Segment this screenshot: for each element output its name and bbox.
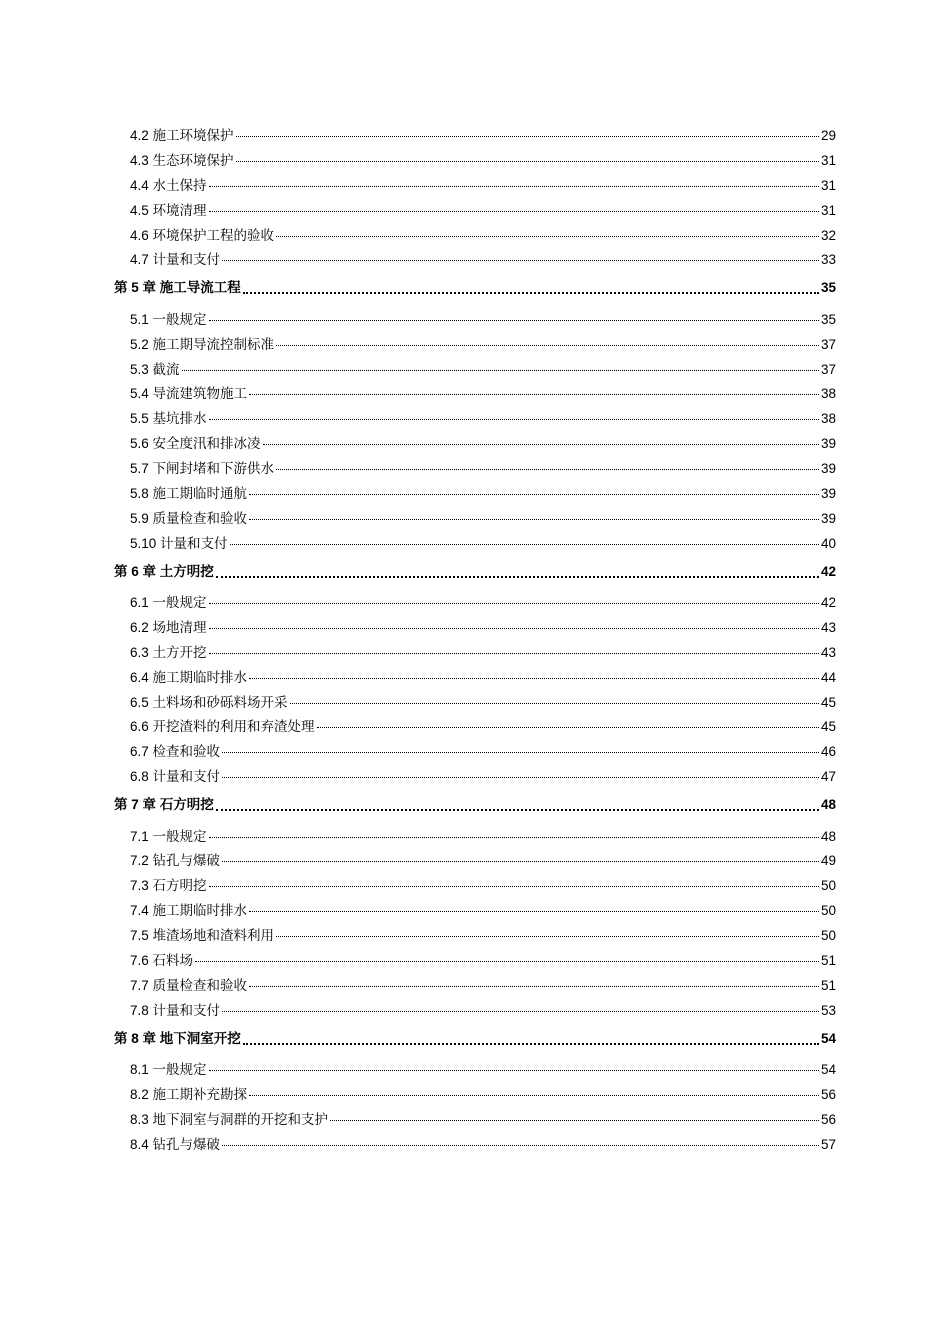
- toc-leader-dots: [222, 752, 819, 753]
- toc-leader-dots: [243, 1043, 819, 1045]
- toc-entry-title: 6.5 土料场和砂砾料场开采: [130, 694, 288, 710]
- toc-entry-title: 5.1 一般规定: [130, 311, 207, 327]
- toc-entry-title: 5.5 基坑排水: [130, 411, 207, 427]
- toc-section-entry[interactable]: [114, 666, 836, 691]
- toc-entry-title: 4.6 环境保护工程的验收: [130, 227, 275, 243]
- toc-entry-title: 6.8 计量和支付: [130, 769, 221, 785]
- toc-section-entry[interactable]: [114, 591, 836, 616]
- toc-section-entry[interactable]: [114, 149, 836, 174]
- toc-page-number: 38: [820, 386, 836, 402]
- table-of-contents: [114, 124, 836, 1158]
- toc-leader-dots: [249, 519, 819, 520]
- toc-page-number: 48: [820, 797, 836, 813]
- toc-entry-title: 4.4 水土保持: [130, 177, 207, 193]
- toc-section-entry[interactable]: [114, 740, 836, 765]
- toc-page-number: 54: [820, 1062, 836, 1078]
- toc-leader-dots: [230, 544, 819, 545]
- toc-entry-title: 5.8 施工期临时通航: [130, 485, 248, 501]
- toc-leader-dots: [290, 703, 819, 704]
- toc-leader-dots: [209, 628, 819, 629]
- toc-chapter-entry[interactable]: [114, 1024, 836, 1058]
- toc-page-number: 43: [820, 644, 836, 660]
- toc-page-number: 42: [820, 563, 836, 579]
- toc-leader-dots: [209, 419, 819, 420]
- toc-leader-dots: [209, 653, 819, 654]
- toc-leader-dots: [222, 1011, 819, 1012]
- toc-section-entry[interactable]: [114, 457, 836, 482]
- toc-section-entry[interactable]: [114, 1108, 836, 1133]
- toc-entry-title: 第 8 章 地下洞室开挖: [114, 1030, 241, 1046]
- toc-leader-dots: [195, 961, 819, 962]
- toc-leader-dots: [276, 469, 819, 470]
- toc-entry-title: 5.6 安全度汛和排冰凌: [130, 436, 261, 452]
- toc-page-number: 33: [820, 252, 836, 268]
- toc-leader-dots: [249, 394, 819, 395]
- toc-entry-title: 5.7 下闸封堵和下游供水: [130, 461, 275, 477]
- toc-page-number: 37: [820, 361, 836, 377]
- toc-leader-dots: [209, 211, 819, 212]
- toc-entry-title: 4.2 施工环境保护: [130, 128, 234, 143]
- toc-section-entry[interactable]: [114, 174, 836, 199]
- toc-leader-dots: [249, 494, 819, 495]
- toc-leader-dots: [236, 161, 819, 162]
- toc-section-entry[interactable]: [114, 199, 836, 224]
- toc-entry-title: 7.4 施工期临时排水: [130, 903, 248, 919]
- toc-leader-dots: [330, 1120, 819, 1121]
- toc-section-entry[interactable]: [114, 924, 836, 949]
- toc-page-number: 39: [820, 485, 836, 501]
- toc-page-number: 54: [820, 1030, 836, 1046]
- toc-page-number: 51: [820, 953, 836, 968]
- toc-entry-title: 4.5 环境清理: [130, 202, 207, 218]
- toc-section-entry[interactable]: [114, 382, 836, 407]
- toc-section-entry[interactable]: [114, 874, 836, 899]
- toc-leader-dots: [209, 186, 819, 187]
- toc-leader-dots: [263, 444, 819, 445]
- toc-chapter-entry[interactable]: [114, 273, 836, 307]
- toc-entry-title: 6.6 开挖渣料的利用和弃渣处理: [130, 719, 315, 735]
- toc-page-number: 50: [820, 928, 836, 944]
- toc-entry-title: 8.1 一般规定: [130, 1062, 207, 1078]
- toc-page-number: 56: [820, 1111, 836, 1127]
- toc-page-number: 37: [820, 336, 836, 352]
- toc-section-entry[interactable]: [114, 248, 836, 273]
- toc-leader-dots: [209, 603, 819, 604]
- toc-entry-title: 5.10 计量和支付: [130, 535, 228, 551]
- toc-page-number: 43: [820, 619, 836, 635]
- toc-page-number: 45: [820, 694, 836, 710]
- toc-leader-dots: [209, 886, 819, 887]
- toc-entry-title: 7.3 石方明挖: [130, 878, 207, 894]
- toc-leader-dots: [317, 727, 819, 728]
- toc-leader-dots: [243, 292, 819, 294]
- toc-leader-dots: [276, 345, 819, 346]
- toc-page-number: 49: [820, 853, 836, 869]
- toc-section-entry[interactable]: [114, 482, 836, 507]
- toc-page-number: 31: [820, 202, 836, 218]
- toc-section-entry[interactable]: [114, 407, 836, 432]
- toc-page-number: 45: [820, 719, 836, 735]
- toc-page-number: 32: [820, 227, 836, 243]
- toc-section-entry[interactable]: [114, 507, 836, 532]
- toc-page-number: 38: [820, 411, 836, 427]
- toc-leader-dots: [222, 777, 819, 778]
- toc-leader-dots: [249, 1095, 819, 1096]
- toc-section-entry[interactable]: [114, 224, 836, 249]
- toc-page-number: 39: [820, 510, 836, 526]
- toc-entry-title: 8.4 钻孔与爆破: [130, 1136, 221, 1152]
- toc-entry-title: 第 7 章 石方明挖: [114, 797, 214, 813]
- toc-page-number: 57: [820, 1136, 836, 1152]
- toc-page-number: 39: [820, 436, 836, 452]
- toc-leader-dots: [236, 136, 819, 137]
- toc-leader-dots: [249, 678, 819, 679]
- toc-page-number: 31: [820, 177, 836, 193]
- toc-section-entry[interactable]: [114, 999, 836, 1024]
- toc-leader-dots: [276, 236, 819, 237]
- toc-page-number: 50: [820, 878, 836, 894]
- toc-page-number: 44: [820, 669, 836, 685]
- toc-section-entry[interactable]: [114, 1133, 836, 1158]
- toc-entry-title: 6.3 土方开挖: [130, 644, 207, 660]
- toc-page-number: 53: [820, 1002, 836, 1018]
- toc-page-number: 51: [820, 977, 836, 993]
- toc-leader-dots: [209, 837, 819, 838]
- toc-page-number: 31: [820, 152, 836, 168]
- toc-section-entry[interactable]: [114, 308, 836, 333]
- toc-section-entry[interactable]: [114, 691, 836, 716]
- toc-entry-title: 6.2 场地清理: [130, 619, 207, 635]
- toc-section-entry[interactable]: [114, 641, 836, 666]
- toc-leader-dots: [209, 1070, 819, 1071]
- toc-entry-title: 5.9 质量检查和验收: [130, 510, 248, 526]
- toc-leader-dots: [209, 320, 819, 321]
- toc-page-number: 40: [820, 535, 836, 551]
- toc-section-entry[interactable]: [114, 1058, 836, 1083]
- toc-entry-title: 6.4 施工期临时排水: [130, 669, 248, 685]
- toc-section-entry[interactable]: [114, 715, 836, 740]
- toc-entry-title: 6.7 检查和验收: [130, 744, 221, 760]
- toc-leader-dots: [249, 911, 819, 912]
- toc-leader-dots: [222, 1145, 819, 1146]
- toc-section-entry[interactable]: [114, 333, 836, 358]
- toc-page-number: 46: [820, 744, 836, 760]
- toc-entry-title: 第 6 章 土方明挖: [114, 563, 214, 579]
- toc-entry-title: 4.3 生态环境保护: [130, 152, 234, 168]
- toc-section-entry[interactable]: [114, 825, 836, 850]
- toc-entry-title: 7.1 一般规定: [130, 828, 207, 844]
- toc-chapter-entry[interactable]: [114, 790, 836, 824]
- toc-leader-dots: [216, 809, 819, 811]
- toc-page-number: 56: [820, 1086, 836, 1102]
- toc-section-entry[interactable]: [114, 1083, 836, 1108]
- toc-page-number: 35: [820, 280, 836, 296]
- toc-page-number: 47: [820, 769, 836, 785]
- toc-section-entry[interactable]: [114, 616, 836, 641]
- toc-section-entry[interactable]: [114, 949, 836, 974]
- toc-entry-title: 5.3 截流: [130, 361, 180, 377]
- toc-section-entry[interactable]: [114, 849, 836, 874]
- toc-entry-title: 7.7 质量检查和验收: [130, 977, 248, 993]
- toc-chapter-entry[interactable]: [114, 557, 836, 591]
- toc-page-number: 35: [820, 311, 836, 327]
- toc-entry-title: 5.2 施工期导流控制标准: [130, 336, 275, 352]
- toc-entry-title: 第 5 章 施工导流工程: [114, 280, 241, 296]
- toc-leader-dots: [276, 936, 819, 937]
- toc-section-entry[interactable]: [114, 532, 836, 557]
- toc-entry-title: 8.3 地下洞室与洞群的开挖和支护: [130, 1111, 329, 1127]
- toc-section-entry[interactable]: [114, 358, 836, 383]
- toc-entry-title: 5.4 导流建筑物施工: [130, 386, 248, 402]
- toc-leader-dots: [216, 576, 819, 578]
- toc-entry-title: 8.2 施工期补充勘探: [130, 1086, 248, 1102]
- toc-entry-title: 7.6 石料场: [130, 953, 194, 968]
- toc-entry-title: 6.1 一般规定: [130, 595, 207, 611]
- toc-section-entry[interactable]: [114, 974, 836, 999]
- toc-section-entry[interactable]: [114, 124, 836, 149]
- toc-page-number: 50: [820, 903, 836, 919]
- toc-section-entry[interactable]: [114, 765, 836, 790]
- toc-page-number: 48: [820, 828, 836, 844]
- toc-entry-title: 7.2 钻孔与爆破: [130, 853, 221, 869]
- toc-leader-dots: [249, 986, 819, 987]
- toc-page-number: 42: [820, 595, 836, 611]
- toc-section-entry[interactable]: [114, 899, 836, 924]
- toc-entry-title: 7.5 堆渣场地和渣料利用: [130, 928, 275, 944]
- toc-entry-title: 7.8 计量和支付: [130, 1002, 221, 1018]
- toc-leader-dots: [182, 370, 819, 371]
- toc-entry-title: 4.7 计量和支付: [130, 252, 221, 268]
- toc-section-entry[interactable]: [114, 432, 836, 457]
- toc-leader-dots: [222, 260, 819, 261]
- toc-page-number: 39: [820, 461, 836, 477]
- toc-leader-dots: [222, 861, 819, 862]
- toc-page-number: 29: [820, 128, 836, 143]
